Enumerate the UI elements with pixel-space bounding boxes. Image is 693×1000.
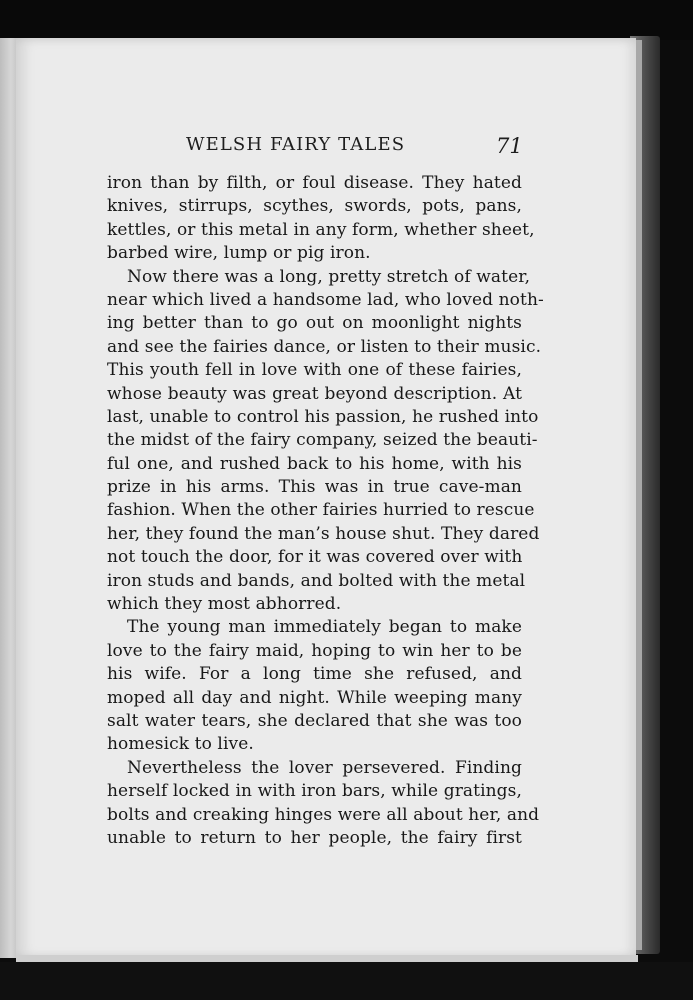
text-line: iron than by filth, or foul disease. They hated	[107, 173, 522, 193]
text-line: ing better than to go out on moonlight nights	[107, 313, 522, 334]
text-line: barbed wire, lump or pig iron.	[107, 243, 371, 264]
text-line: love to the fairy maid, hoping to win her to be	[107, 640, 522, 661]
text-line: last, unable to control his passion, he rushed into	[107, 406, 539, 427]
text-line: This youth fell in love with one of these fairies,	[107, 360, 522, 381]
text-line: knives, stirrups, scythes, swords, pots, pans,	[107, 196, 522, 217]
text-line: iron studs and bands, and bolted with the metal	[107, 570, 526, 591]
page-number: 71	[496, 134, 523, 158]
text-line: bolts and creaking hinges were all about her, and	[107, 804, 540, 825]
text-line: homesick to live.	[107, 734, 254, 755]
paragraph	[107, 757, 540, 851]
body-text	[107, 172, 544, 850]
text-line: not touch the door, for it was covered over with	[107, 547, 523, 568]
text-line: moped all day and night. While weeping many	[107, 687, 522, 708]
text-line: her, they found the man’s house shut. They dared	[107, 523, 540, 544]
text-line: which they most abhorred.	[107, 594, 342, 615]
text-line: ful one, and rushed back to his home, with his	[107, 453, 522, 474]
paragraph	[107, 616, 522, 756]
paragraph	[107, 266, 544, 617]
text-line: Now there was a long, pretty stretch of water,	[127, 266, 531, 287]
paragraph	[107, 172, 535, 266]
text-line: whose beauty was great beyond description. At	[107, 383, 522, 404]
text-line: fashion. When the other fairies hurried to rescue	[107, 500, 535, 521]
text-line: kettles, or this metal in any form, whether sheet,	[107, 219, 535, 240]
text-line: his wife. For a long time she refused, and	[107, 664, 522, 685]
text-line: Nevertheless the lover persevered. Finding	[127, 757, 522, 778]
text-line: The young man immediately began to make	[127, 617, 522, 638]
background	[0, 0, 693, 40]
text-line: prize in his arms. This was in true cave-man	[107, 477, 522, 498]
text-line: unable to return to her people, the fairy first	[107, 827, 522, 848]
text-line: near which lived a handsome lad, who loved noth-	[107, 289, 544, 310]
text-line: salt water tears, she declared that she was too	[107, 710, 522, 731]
text-line: herself locked in with iron bars, while gratings,	[107, 781, 522, 802]
running-title: WELSH FAIRY TALES	[186, 134, 406, 155]
text-line: and see the fairies dance, or listen to their music.	[107, 336, 542, 357]
text-line: the midst of the fairy company, seized the beauti-	[107, 430, 538, 451]
page-stack-edge	[636, 40, 642, 950]
bottom-background	[0, 962, 693, 1000]
